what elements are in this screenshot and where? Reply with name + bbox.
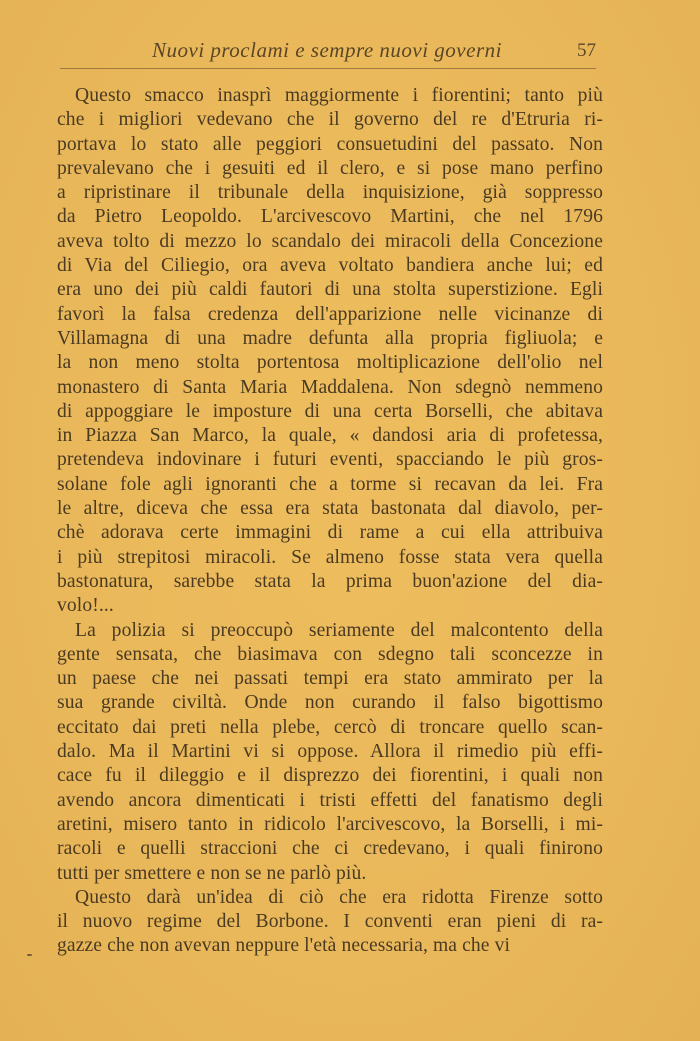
text-line: le altre, diceva che essa era stata bastonata dal diavolo, per- — [57, 498, 603, 520]
text-line: favorì la falsa credenza dell'apparizione nelle vicinanze di — [57, 303, 603, 325]
text-line: bastonatura, sarebbe stata la prima buon'azione del dia- — [57, 570, 603, 592]
text-line: gazze che non avevan neppure l'età necessaria, ma che vi — [57, 935, 511, 957]
text-line: il nuovo regime del Borbone. I conventi eran pieni di ra- — [57, 911, 603, 933]
paragraph — [57, 84, 603, 619]
text-line: solane fole agli ignoranti che a torme si recavan da lei. Fra — [57, 473, 603, 495]
page-header — [60, 36, 600, 70]
text-line: eccitato dai preti nella plebe, cercò di troncare quello scan- — [57, 716, 603, 738]
text-line: Villamagna di una madre defunta alla propria figliuola; e — [57, 327, 603, 349]
text-line: a ripristinare il tribunale della inquisizione, già soppresso — [57, 182, 603, 204]
text-line: chè adorava certe immagini di rame a cui ella attribuiva — [57, 522, 603, 544]
page-number: 57 — [577, 40, 596, 61]
text-line: avendo ancora dimenticati i tristi effetti del fanatismo degli — [57, 789, 603, 811]
text-line: volo!... — [57, 595, 114, 617]
text-line: cace fu il dileggio e il disprezzo dei fiorentini, i quali non — [57, 765, 603, 787]
text-line: di Via del Ciliegio, ora aveva voltato bandiera anche lui; ed — [57, 255, 603, 277]
text-line: tutti per smettere e non se ne parlò più. — [57, 862, 367, 884]
text-line: la non meno stolta portentosa moltiplicazione dell'olio nel — [57, 352, 603, 374]
paragraph — [57, 619, 603, 886]
running-title: Nuovi proclami e sempre nuovi governi — [152, 38, 502, 62]
text-line: aveva tolto di mezzo lo scandalo dei miracoli della Concezione — [57, 230, 603, 252]
text-line: sua grande civiltà. Onde non curando il falso bigottismo — [57, 692, 603, 714]
text-line: La polizia si preoccupò seriamente del malcontento della — [75, 619, 603, 641]
text-line: Questo smacco inasprì maggiormente i fiorentini; tanto più — [75, 85, 603, 106]
body-text — [57, 84, 603, 959]
text-line: da Pietro Leopoldo. L'arcivescovo Martini, che nel 1796 — [57, 206, 603, 228]
text-line: Questo darà un'idea di ciò che era ridotta Firenze sotto — [75, 886, 603, 908]
text-line: un paese che nei passati tempi era stato ammirato per la — [57, 668, 603, 690]
text-line: portava lo stato alle peggiori consuetudini del passato. Non — [57, 133, 603, 155]
text-line: gente sensata, che biasimava con sdegno tali sconcezze in — [57, 643, 603, 665]
text-line: che i migliori vedevano che il governo del re d'Etruria ri- — [57, 109, 603, 131]
text-line: i più strepitosi miracoli. Se almeno fosse stata vera quella — [57, 546, 603, 568]
margin-mark — [27, 954, 32, 956]
text-line: pretendeva indovinare i futuri eventi, spacciando le più gros- — [57, 449, 603, 471]
text-line: di appoggiare le imposture di una certa Borselli, che abitava — [57, 400, 603, 422]
text-line: aretini, misero tanto in ridicolo l'arcivescovo, la Borselli, i mi- — [57, 813, 603, 835]
text-line: monastero di Santa Maria Maddalena. Non sdegnò nemmeno — [57, 376, 603, 398]
text-line: racoli e quelli straccioni che ci credevano, i quali finirono — [57, 838, 603, 860]
text-line: in Piazza San Marco, la quale, « dandosi aria di profetessa, — [57, 425, 603, 447]
header-rule — [60, 68, 596, 69]
paragraph — [57, 886, 603, 959]
text-line: prevalevano che i gesuiti ed il clero, e si pose mano perfino — [57, 157, 603, 179]
text-line: era uno dei più caldi fautori di una stolta superstizione. Egli — [57, 279, 603, 301]
text-line: dalo. Ma il Martini vi si oppose. Allora il rimedio più effi- — [57, 741, 603, 763]
